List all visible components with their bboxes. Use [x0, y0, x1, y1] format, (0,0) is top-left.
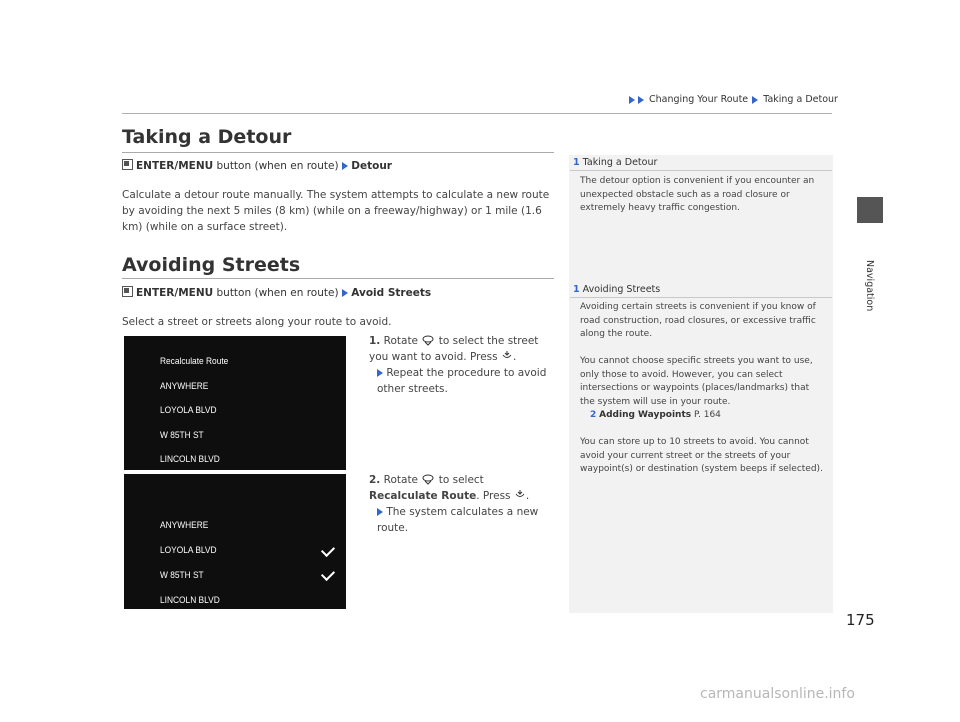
path-arrow-icon [342, 289, 348, 297]
avoid-heading-rule [122, 278, 554, 279]
detour-body-text: Calculate a detour route manually. The system attempts to calculate a new route by avoiding the next 5 miles (8 km) (while on a freeway/highway) or 1 mile (1.6 km) (while on a surface street). [122, 189, 550, 233]
detour-heading: Taking a Detour [122, 126, 292, 148]
nav-screen-avoid-list [124, 336, 346, 470]
note-title-avoid [573, 284, 660, 295]
screen-item[interactable]: LOYOLA BLVD [160, 545, 217, 556]
step-1: 1. Rotate to select the street you want to avoid. Press . [369, 335, 539, 363]
note-text-avoid-3: You can store up to 10 streets to avoid. You cannot avoid your current street or the streets of your waypoint(s) or destination (system beeps if selected). [580, 437, 823, 474]
breadcrumb-arrow-icon [638, 96, 644, 104]
step-number: 2. [369, 474, 381, 486]
result-arrow-icon [377, 369, 383, 377]
side-tab-label: Navigation [864, 260, 875, 312]
breadcrumb-arrow-icon [752, 96, 758, 104]
interface-dial-rotate-icon [421, 334, 435, 346]
note-text-detour: The detour option is convenient if you encounter an unexpected obstacle such as a road closure or extremely heavy traffic congestion. [580, 176, 815, 213]
screen-item[interactable]: ANYWHERE [160, 381, 209, 392]
avoid-menu-target: Avoid Streets [351, 287, 432, 299]
reference-link[interactable]: Adding Waypoints [599, 410, 692, 420]
step-text: . Press [476, 490, 511, 502]
step-text: to select the street you want to avoid. Press [369, 335, 539, 363]
check-icon [321, 543, 335, 557]
screen-item[interactable]: W 85TH ST [160, 570, 204, 581]
interface-dial-rotate-icon [421, 473, 435, 485]
note-separator [570, 170, 832, 171]
screen-item[interactable]: LINCOLN BLVD [160, 454, 220, 465]
interface-dial-press-icon [501, 350, 513, 362]
interface-dial-press-icon [514, 489, 526, 501]
enter-menu-button-label: ENTER/MENU [136, 287, 214, 299]
path-arrow-icon [342, 162, 348, 170]
result-arrow-icon [377, 508, 383, 516]
note-reference[interactable] [590, 409, 826, 423]
note-title-detour [573, 157, 657, 168]
step-text: to select [438, 474, 484, 486]
step-number: 1. [369, 335, 381, 347]
note-title-text: Taking a Detour [582, 157, 658, 168]
check-icon [321, 567, 335, 581]
watermark: carmanualsonline.info [700, 686, 855, 702]
avoid-menu-path [122, 286, 431, 299]
avoid-heading: Avoiding Streets [122, 254, 301, 276]
nav-screen-avoid-selected [124, 474, 346, 609]
screen-item[interactable]: LINCOLN BLVD [160, 595, 220, 606]
breadcrumb [628, 94, 838, 105]
reference-page: P. 164 [693, 410, 721, 420]
page-number: 175 [846, 611, 875, 629]
note-title-text: Avoiding Streets [582, 284, 661, 295]
recalculate-route-label: Recalculate Route [369, 490, 477, 502]
screen-item[interactable]: W 85TH ST [160, 430, 204, 441]
breadcrumb-current: Taking a Detour [763, 94, 838, 105]
note-text-avoid-2: You cannot choose specific streets you want to use, only those to avoid. However, you can select intersections or waypoints (places/landmarks) that the system will use in your route. [580, 356, 813, 407]
note-marker: 1 [573, 157, 580, 168]
detour-heading-rule [122, 152, 554, 153]
step-text: Rotate [383, 474, 419, 486]
screen-item[interactable]: ANYWHERE [160, 520, 209, 531]
home-icon [122, 159, 133, 170]
home-icon [122, 286, 133, 297]
note-marker: 1 [573, 284, 580, 295]
menu-path-suffix: button (when en route) [216, 160, 339, 172]
menu-path-suffix: button (when en route) [216, 287, 339, 299]
enter-menu-button-label: ENTER/MENU [136, 160, 214, 172]
step-result-text: The system calculates a new route. [377, 506, 539, 534]
detour-menu-path [122, 159, 392, 172]
breadcrumb-parent[interactable]: Changing Your Route [649, 94, 749, 105]
reference-marker: 2 [590, 410, 597, 420]
avoid-body-text: Select a street or streets along your route to avoid. [122, 316, 392, 328]
note-separator [570, 297, 832, 298]
breadcrumb-arrow-icon [629, 96, 635, 104]
detour-menu-target: Detour [351, 160, 392, 172]
step-result-text: Repeat the procedure to avoid other streets. [377, 367, 547, 395]
step-1-result [377, 365, 552, 397]
header-rule [122, 113, 832, 114]
step-2-result [377, 504, 552, 536]
step-text: Rotate [383, 335, 419, 347]
screen-item[interactable]: Recalculate Route [160, 356, 229, 367]
section-tab-marker [857, 197, 883, 223]
screen-item[interactable]: LOYOLA BLVD [160, 405, 217, 416]
step-2: 2. Rotate to select Recalculate Route. Press . [369, 474, 530, 502]
note-text-avoid-1: Avoiding certain streets is convenient if you know of road construction, road closures, or excessive traffic along the route. [580, 302, 816, 339]
